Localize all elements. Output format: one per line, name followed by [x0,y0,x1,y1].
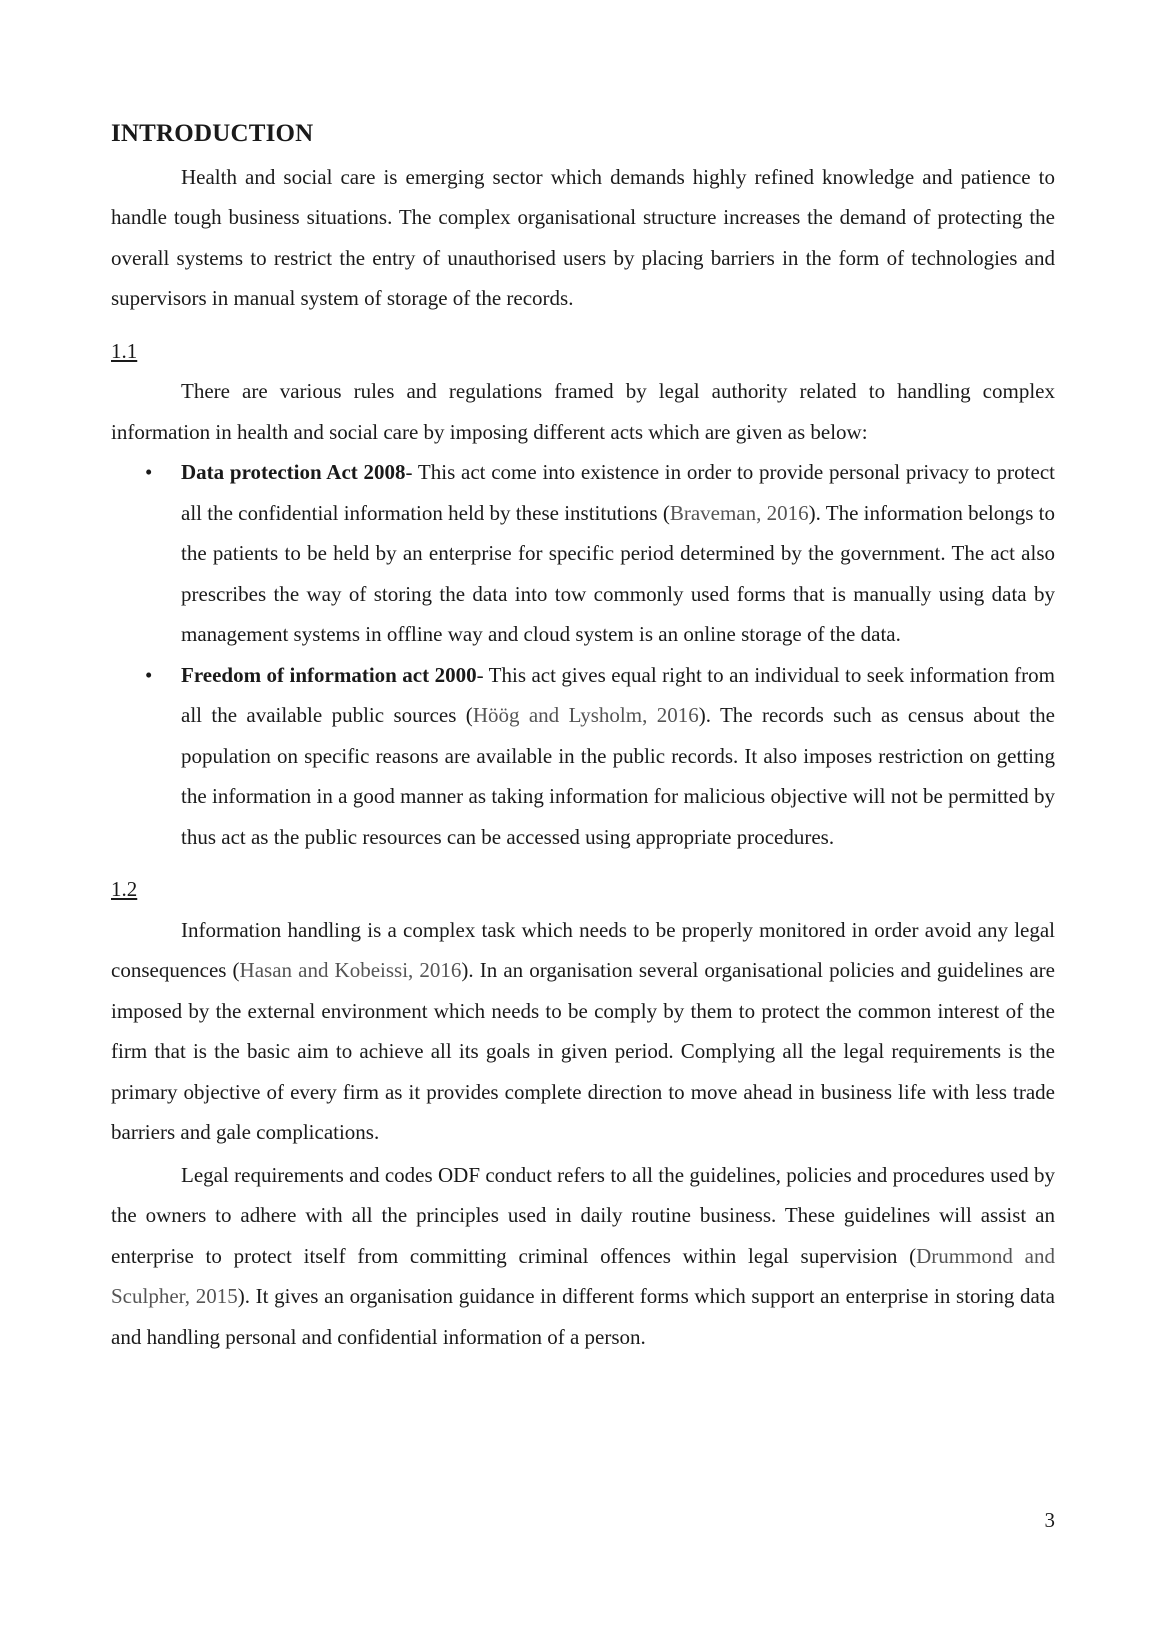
section-1-1-paragraph: There are various rules and regulations framed by legal authority related to handling complex information in health and social care by imposing different acts which are given as below: [111,379,1055,444]
citation: Höög and Lysholm, 2016 [472,703,699,727]
paragraph-text: ). In an organisation several organisational policies and guidelines are imposed by the external environment which needs to be comply by them to protect the common interest of the firm that is the basic aim to achieve all its goals in given period. Complying all the legal requirements is the primary objective of every firm as it provides complete direction to move ahead in business life with less trade barriers and gale complications. [111,958,1055,1144]
act-text: - This act gives equal right to an individual to seek information from all the available public sources ( [181,662,1056,727]
bullet-icon: • [145,460,153,484]
paragraph-text: Information handling is a complex task which needs to be properly monitored in order avoid any legal consequences ( [111,917,1055,982]
citation: Braveman, 2016 [669,500,809,525]
act-text: ). The information belongs to the patients to be held by an enterprise for specific period determined by the government. The act also prescribes the way of storing the data into tow commonly used forms that is manually using data by management systems in offline way and cloud system is an online storage of the data. [181,500,1056,646]
paragraph-text: Legal requirements and codes ODF conduct refers to all the guidelines, policies and procedures used by the owners to adhere with all the principles used in daily routine business. These guidelines will assist an enterprise to protect itself from committing criminal offences within legal supervision ( [111,1162,1055,1268]
section-1-2-paragraph-1 [111,910,1055,1153]
list-item-freedom-of-information-act [111,655,1055,858]
document-page [111,118,1055,1357]
acts-list [111,452,1055,857]
citation: Hasan and Kobeissi, 2016 [239,958,462,982]
section-label-1-2: 1.2 [111,877,138,901]
heading-introduction: INTRODUCTION [111,120,314,147]
paragraph-text: ). It gives an organisation guidance in different forms which support an enterprise in storing data and handling personal and confidential information of a person. [111,1284,1056,1349]
act-text: - This act come into existence in order to provide personal privacy to protect all the confidential information held by these institutions ( [181,460,1055,525]
list-item-data-protection-act [111,452,1055,655]
act-title: Freedom of information act 2000 [181,662,477,687]
citation: Drummond and Sculpher, 2015 [111,1243,1055,1308]
section-1-2-paragraph-2 [111,1155,1055,1358]
act-text: ). The records such as census about the population on specific reasons are available in the public records. It also imposes restriction on getting the information in a good manner as taking information for malicious objective will not be permitted by thus act as the public resources can be accessed using appropriate procedures. [181,703,1055,849]
act-title: Data protection Act 2008 [181,460,406,484]
bullet-icon: • [145,662,153,687]
section-label-1-1: 1.1 [111,338,138,363]
intro-paragraph: Health and social care is emerging sector which demands highly refined knowledge and patience to handle tough business situations. The complex organisational structure increases the demand of protecting the overall systems to restrict the entry of unauthorised users by placing barriers in the form of technologies and supervisors in manual system of storage of the records. [111,164,1055,310]
page-number: 3 [1044,1508,1055,1532]
